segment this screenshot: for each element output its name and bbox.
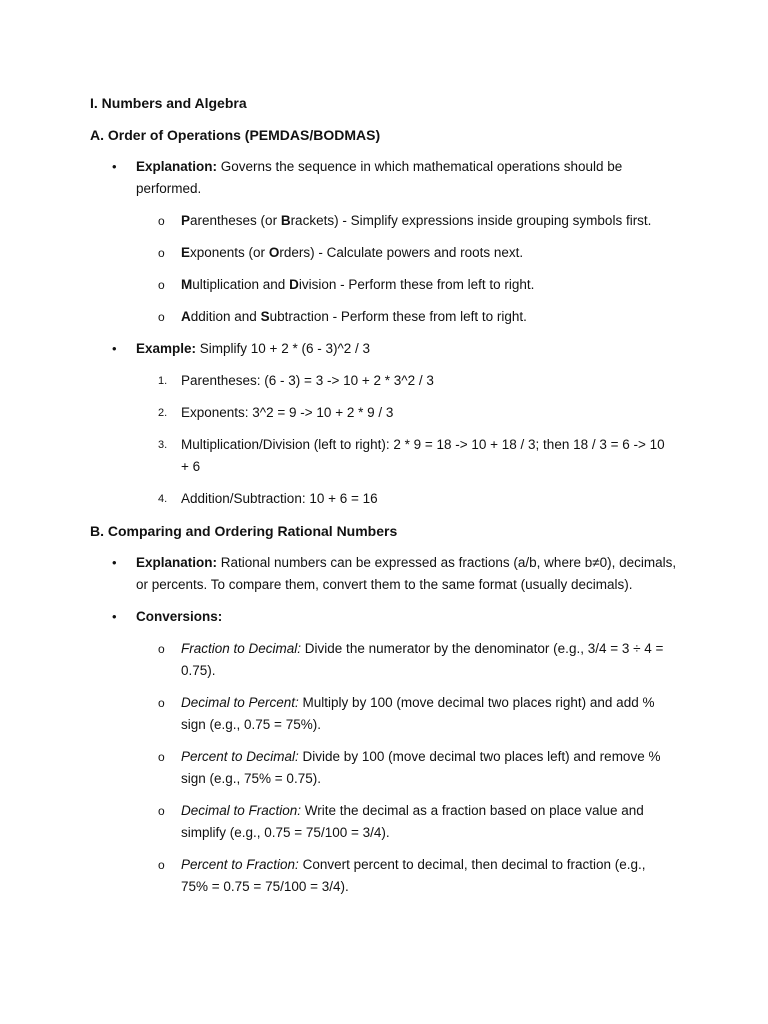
sub-marker: o	[158, 642, 165, 656]
step-text: Exponents: 3^2 = 9 -> 10 + 2 * 9 / 3	[181, 405, 394, 420]
section-a-heading: A. Order of Operations (PEMDAS/BODMAS)	[90, 127, 381, 143]
conversion-text	[181, 854, 671, 898]
example-paragraph	[136, 338, 681, 360]
step-text: Addition/Subtraction: 10 + 6 = 16	[181, 491, 378, 506]
conversions-paragraph	[136, 606, 681, 628]
rule-initial: O	[268, 245, 280, 260]
step-number: 1.	[158, 375, 168, 387]
example-text: Simplify 10 + 2 * (6 - 3)^2 / 3	[196, 341, 371, 356]
rule-text	[181, 210, 671, 232]
section-b-heading: B. Comparing and Ordering Rational Numbers	[90, 523, 398, 539]
step-text: Parentheses: (6 - 3) = 3 -> 10 + 2 * 3^2 / 3	[181, 373, 434, 388]
conversion-text	[181, 746, 671, 790]
rule-text	[181, 242, 671, 264]
sub-marker: o	[158, 750, 165, 764]
rule-initial: S	[260, 309, 270, 324]
step-number: 2.	[158, 407, 168, 419]
conversion-text	[181, 638, 671, 682]
rule-segment: xponents (or	[190, 245, 269, 260]
step-number: 3.	[158, 439, 168, 451]
rule-initial: M	[181, 277, 193, 292]
explanation-paragraph	[136, 156, 681, 200]
conversion-label: Percent to Decimal:	[181, 749, 299, 764]
step-text: Multiplication/Division (left to right): 2 * 9 = 18 -> 10 + 18 / 3; then 18 / 3 = 6 -> 10 + 6	[181, 437, 665, 474]
bullet-marker: •	[112, 341, 117, 356]
step-number: 4.	[158, 493, 168, 505]
conversion-label: Percent to Fraction:	[181, 857, 299, 872]
explanation-label: Explanation:	[136, 555, 218, 570]
sub-marker: o	[158, 696, 165, 710]
conversions-label: Conversions:	[136, 609, 223, 624]
rule-segment: rders) - Calculate powers and roots next.	[279, 245, 524, 260]
conversion-label: Decimal to Fraction:	[181, 803, 302, 818]
conversion-description: Divide the numerator by the denominator (e.g., 3/4 = 3 ÷ 4 = 0.75).	[181, 641, 664, 678]
sub-marker: o	[158, 246, 165, 260]
conversion-label: Decimal to Percent:	[181, 695, 299, 710]
bullet-marker: •	[112, 159, 117, 174]
conversion-description: Multiply by 100 (move decimal two places right) and add % sign (e.g., 0.75 = 75%).	[181, 695, 655, 732]
bullet-marker: •	[112, 555, 117, 570]
conversion-label: Fraction to Decimal:	[181, 641, 302, 656]
rule-initial: A	[181, 309, 191, 324]
example-label: Example:	[136, 341, 197, 356]
rule-segment: rackets) - Simplify expressions inside grouping symbols first.	[290, 213, 652, 228]
conversion-text	[181, 800, 671, 844]
sub-marker: o	[158, 804, 165, 818]
rule-segment: ddition and	[190, 309, 261, 324]
rule-text	[181, 306, 671, 328]
explanation-label: Explanation:	[136, 159, 218, 174]
rule-initial: P	[181, 213, 191, 228]
sub-marker: o	[158, 310, 165, 324]
conversion-text	[181, 692, 671, 736]
rule-segment: ubtraction - Perform these from left to right.	[269, 309, 527, 324]
rule-segment: ultiplication and	[192, 277, 290, 292]
rule-text	[181, 274, 671, 296]
explanation-text: Governs the sequence in which mathematical operations should be performed.	[136, 159, 623, 196]
sub-marker: o	[158, 858, 165, 872]
conversion-description: Divide by 100 (move decimal two places left) and remove % sign (e.g., 75% = 0.75).	[181, 749, 661, 786]
sub-marker: o	[158, 278, 165, 292]
conversion-description: Convert percent to decimal, then decimal to fraction (e.g., 75% = 0.75 = 75/100 = 3/4).	[181, 857, 646, 894]
conversion-description: Write the decimal as a fraction based on place value and simplify (e.g., 0.75 = 75/100 = 3/4).	[181, 803, 644, 840]
explanation-paragraph	[136, 552, 681, 596]
rule-segment: arentheses (or	[190, 213, 281, 228]
rule-initial: E	[181, 245, 191, 260]
rule-segment: ivision - Perform these from left to right.	[298, 277, 535, 292]
section-title: I. Numbers and Algebra	[90, 95, 247, 111]
rule-initial: D	[289, 277, 299, 292]
sub-marker: o	[158, 214, 165, 228]
rule-initial: B	[280, 213, 291, 228]
bullet-marker: •	[112, 609, 117, 624]
explanation-text: Rational numbers can be expressed as fractions (a/b, where b≠0), decimals, or percents. To compare them, convert them to the same format (usually decimals).	[136, 555, 677, 592]
